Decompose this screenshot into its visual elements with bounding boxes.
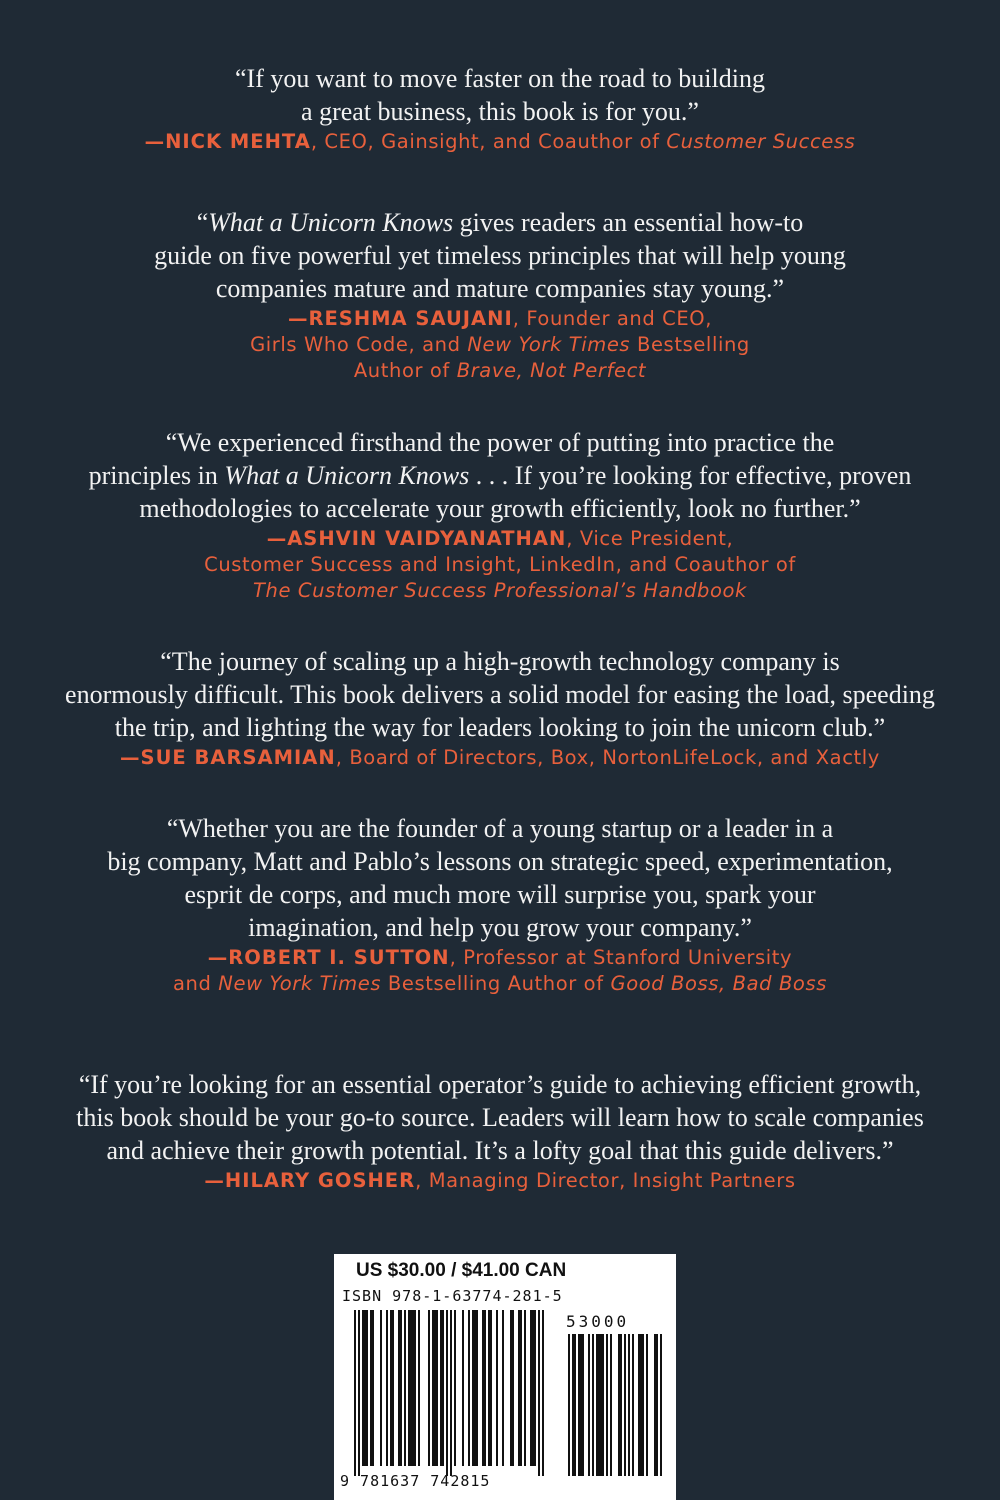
text-run: esprit de corps, and much more will surprise you, spark your	[184, 880, 816, 909]
quote-block-6	[0, 1068, 1000, 1194]
quote-text	[0, 206, 1000, 305]
quote-attribution	[0, 745, 1000, 771]
barcode-bar	[534, 1310, 536, 1466]
barcode-bar	[436, 1310, 438, 1466]
quote-line	[0, 711, 1000, 744]
quote-line	[0, 492, 1000, 525]
quote-text	[0, 1068, 1000, 1167]
addon-bar	[660, 1334, 662, 1476]
quote-block-4	[0, 645, 1000, 771]
quote-attribution	[0, 129, 1000, 155]
barcode-box	[334, 1254, 676, 1500]
endorser-name: —HILARY GOSHER	[204, 1169, 416, 1192]
text-run: , Board of Directors, Box, NortonLifeLock, and Xactly	[335, 746, 880, 769]
text-run: guide on five powerful yet timeless principles that will help young	[154, 241, 846, 270]
barcode-bar	[386, 1310, 388, 1466]
ean-barcode-bars	[354, 1310, 554, 1476]
barcode-bar	[392, 1310, 394, 1466]
addon-bar	[588, 1334, 590, 1476]
text-run: gives readers an essential how-to	[453, 208, 804, 237]
quote-line	[0, 1101, 1000, 1134]
barcode-bar	[380, 1310, 382, 1466]
quote-line	[0, 812, 1000, 845]
barcode-bar	[532, 1310, 534, 1466]
quote-line	[0, 1134, 1000, 1167]
quote-line	[0, 845, 1000, 878]
italic-title: Brave, Not Perfect	[456, 359, 647, 382]
attribution-line	[0, 552, 1000, 578]
addon-bar	[640, 1334, 642, 1476]
addon-bar	[600, 1334, 602, 1476]
barcode-bar	[390, 1310, 392, 1466]
attribution-line	[0, 129, 1000, 155]
attribution-line	[0, 745, 1000, 771]
addon-bar	[620, 1334, 622, 1476]
attribution-line	[0, 526, 1000, 552]
barcode-bar	[488, 1310, 490, 1466]
text-run: Bestselling	[630, 333, 750, 356]
text-run: enormously difficult. This book delivers a solid model for easing the load, speeding	[65, 680, 935, 709]
addon-bar	[656, 1334, 658, 1476]
addon-bar	[646, 1334, 648, 1476]
barcode-bar	[518, 1310, 520, 1466]
addon-bar	[598, 1334, 600, 1476]
quote-text	[0, 426, 1000, 525]
endorser-name: —ASHVIN VAIDYANATHAN	[266, 527, 567, 550]
barcode-bar	[472, 1310, 474, 1466]
barcode-bar	[432, 1310, 434, 1466]
attribution-line	[0, 971, 1000, 997]
italic-title: What a Unicorn Knows	[208, 208, 454, 237]
addon-bar	[610, 1334, 612, 1476]
barcode-bar	[354, 1310, 356, 1476]
quote-block-3	[0, 426, 1000, 604]
text-run: “We experienced firsthand the power of putting into practice the	[165, 428, 835, 457]
barcode-bar	[538, 1310, 540, 1476]
quote-block-2	[0, 206, 1000, 384]
addon-bar	[596, 1334, 598, 1476]
barcode-bar	[434, 1310, 436, 1466]
barcode-bar	[400, 1310, 402, 1466]
text-run: , CEO, Gainsight, and Coauthor of	[310, 130, 667, 153]
text-run: and	[172, 972, 219, 995]
quote-attribution	[0, 306, 1000, 384]
barcode-bar	[482, 1310, 484, 1466]
barcode-bar	[454, 1310, 456, 1466]
addon-bar	[628, 1334, 630, 1476]
endorser-name: —SUE BARSAMIAN	[120, 746, 336, 769]
quote-line	[0, 645, 1000, 678]
quote-attribution	[0, 1168, 1000, 1194]
endorser-name: —NICK MEHTA	[144, 130, 311, 153]
barcode-bar	[474, 1310, 476, 1466]
attribution-line	[0, 945, 1000, 971]
text-run: principles in	[88, 461, 225, 490]
quote-line	[0, 911, 1000, 944]
text-run: big company, Matt and Pablo’s lessons on strategic speed, experimentation,	[107, 847, 893, 876]
barcode-bar	[446, 1310, 448, 1476]
barcode-bar	[428, 1310, 430, 1466]
barcode-bar	[496, 1310, 498, 1466]
barcode-bar	[366, 1310, 368, 1466]
addon-bar	[602, 1334, 604, 1476]
price-label: US $30.00 / $41.00 CAN	[356, 1260, 567, 1281]
addon-bar	[624, 1334, 626, 1476]
barcode-bar	[398, 1310, 400, 1466]
barcode-bar	[512, 1310, 514, 1466]
text-run: , Professor at Stanford University	[449, 946, 793, 969]
italic-title: New York Times	[467, 333, 631, 356]
addon-bar	[572, 1334, 574, 1476]
text-run: “Whether you are the founder of a young startup or a leader in a	[166, 814, 834, 843]
addon-bar	[580, 1334, 582, 1476]
quote-line	[0, 878, 1000, 911]
addon-bar	[618, 1334, 620, 1476]
text-run: and achieve their growth potential. It’s a lofty goal that this guide delivers.”	[106, 1136, 894, 1165]
quote-line	[0, 426, 1000, 459]
text-run: Customer Success and Insight, LinkedIn, and Coauthor of	[204, 553, 796, 576]
quote-line	[0, 459, 1000, 492]
quote-line	[0, 95, 1000, 128]
quote-line	[0, 272, 1000, 305]
barcode-bar	[484, 1310, 486, 1466]
addon-barcode-bars	[566, 1334, 666, 1476]
addon-number: 53000	[566, 1312, 630, 1331]
quote-line	[0, 239, 1000, 272]
text-run: , Vice President,	[566, 527, 734, 550]
barcode-bar	[372, 1310, 374, 1466]
barcode-bar	[408, 1310, 410, 1466]
text-run: Bestselling Author of	[381, 972, 611, 995]
italic-title: Customer Success	[666, 130, 856, 153]
addon-bar	[638, 1334, 640, 1476]
text-run: this book should be your go-to source. Leaders will learn how to scale companies	[76, 1103, 924, 1132]
isbn-label: ISBN 978-1-63774-281-5	[342, 1287, 563, 1305]
barcode-bar	[502, 1310, 504, 1466]
barcode-bar	[364, 1310, 366, 1466]
barcode-bar	[412, 1310, 414, 1466]
quote-text	[0, 812, 1000, 944]
text-run: Author of	[353, 359, 457, 382]
addon-bar	[606, 1334, 608, 1476]
barcode-bar	[476, 1310, 478, 1466]
addon-bar	[582, 1334, 584, 1476]
quote-block-5	[0, 812, 1000, 997]
text-run: “If you’re looking for an essential operator’s guide to achieving efficient growth,	[78, 1070, 922, 1099]
barcode-bar	[490, 1310, 492, 1466]
barcode-bar	[440, 1310, 442, 1466]
barcode-bar	[362, 1310, 364, 1466]
italic-title: The Customer Success Professional’s Handbook	[253, 579, 747, 602]
barcode-bar	[370, 1310, 372, 1466]
endorser-name: —RESHMA SAUJANI	[287, 307, 513, 330]
endorser-name: —ROBERT I. SUTTON	[207, 946, 450, 969]
text-run: Girls Who Code, and	[250, 333, 468, 356]
italic-title: New York Times	[218, 972, 382, 995]
text-run: the trip, and lighting the way for leaders looking to join the unicorn club.”	[114, 713, 886, 742]
italic-title: What a Unicorn Knows	[224, 461, 470, 490]
quote-line	[0, 206, 1000, 239]
barcode-bar	[524, 1310, 526, 1466]
addon-bar	[642, 1334, 644, 1476]
text-run: methodologies to accelerate your growth efficiently, look no further.”	[139, 494, 861, 523]
quote-text	[0, 645, 1000, 744]
addon-bar	[632, 1334, 634, 1476]
addon-bar	[654, 1334, 656, 1476]
text-run: a great business, this book is for you.”	[301, 97, 699, 126]
attribution-line	[0, 358, 1000, 384]
barcode-bar	[442, 1310, 444, 1466]
text-run: . . . If you’re looking for effective, proven	[469, 461, 912, 490]
barcode-bar	[404, 1310, 406, 1466]
ean-number: 9 781637 742815	[340, 1472, 491, 1490]
attribution-line	[0, 332, 1000, 358]
attribution-line	[0, 1168, 1000, 1194]
quote-line	[0, 678, 1000, 711]
addon-bar	[578, 1334, 580, 1476]
addon-bar	[568, 1334, 570, 1476]
attribution-line	[0, 578, 1000, 604]
barcode-bar	[418, 1310, 420, 1466]
italic-title: Good Boss, Bad Boss	[610, 972, 827, 995]
quote-line	[0, 62, 1000, 95]
attribution-line	[0, 306, 1000, 332]
quote-line	[0, 1068, 1000, 1101]
barcode-bar	[520, 1310, 522, 1466]
barcode-bar	[358, 1310, 360, 1476]
quote-text	[0, 62, 1000, 128]
barcode-bar	[510, 1310, 512, 1466]
addon-bar	[592, 1334, 594, 1476]
text-run: imagination, and help you grow your company.”	[248, 913, 752, 942]
text-run: “	[196, 208, 209, 237]
text-run: , Founder and CEO,	[512, 307, 713, 330]
barcode-bar	[468, 1310, 470, 1466]
barcode-bar	[542, 1310, 544, 1476]
text-run: companies mature and mature companies stay young.”	[215, 274, 785, 303]
quote-attribution	[0, 945, 1000, 997]
barcode-bar	[410, 1310, 412, 1466]
quote-block-1	[0, 62, 1000, 155]
quote-attribution	[0, 526, 1000, 604]
text-run: , Managing Director, Insight Partners	[415, 1169, 796, 1192]
barcode-bar	[450, 1310, 452, 1476]
barcode-bar	[414, 1310, 416, 1466]
addon-bar	[574, 1334, 576, 1476]
text-run: “The journey of scaling up a high-growth technology company is	[160, 647, 840, 676]
barcode-bar	[462, 1310, 464, 1466]
text-run: “If you want to move faster on the road to building	[235, 64, 765, 93]
barcode-bar	[530, 1310, 532, 1466]
